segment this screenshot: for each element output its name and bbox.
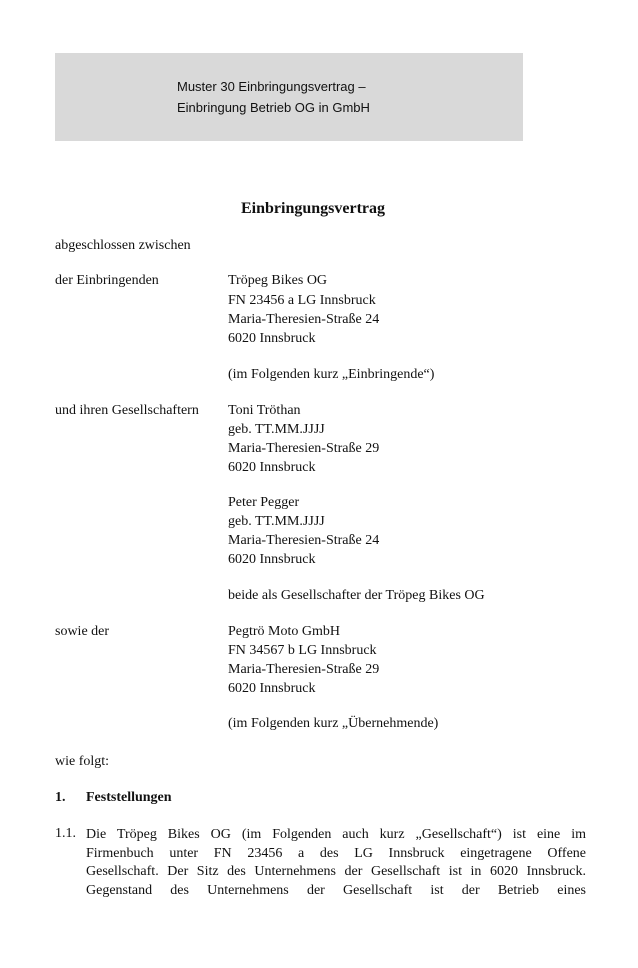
party-line: FN 34567 b LG Innsbruck [228,643,377,658]
section-title: Feststellungen [86,790,172,805]
party-note: (im Folgenden kurz „Übernehmende) [228,716,439,731]
party-line: Maria-Theresien-Straße 24 [228,533,380,548]
party-note: beide als Gesellschafter der Tröpeg Bikes OG [228,588,485,603]
party-line: FN 23456 a LG Innsbruck [228,293,376,308]
paragraph-line: Gesellschaft. Der Sitz des Unternehmens der Gesellschaft ist in 6020 Innsbruck. [86,864,586,879]
party-line: 6020 Innsbruck [228,460,316,475]
paragraph-body [86,826,586,900]
party-label-einbringende: der Einbringenden [55,273,159,288]
paragraph-number: 1.1. [55,826,76,841]
party-label-uebernehmende: sowie der [55,624,110,639]
paragraph-line: Firmenbuch unter FN 23456 a des LG Innsbruck eingetragene Offene [86,845,586,861]
outro-text: wie folgt: [55,754,110,769]
party-label-gesellschafter: und ihren Gesellschaftern [55,403,199,418]
intro-text: abgeschlossen zwischen [55,238,191,253]
party-line: geb. TT.MM.JJJJ [228,514,325,529]
party-line: Tröpeg Bikes OG [228,273,328,288]
party-line: Peter Pegger [228,495,300,510]
document-title: Einbringungsvertrag [241,200,386,217]
party-line: 6020 Innsbruck [228,681,316,696]
section-number: 1. [55,790,66,805]
party-line: Maria-Theresien-Straße 29 [228,441,380,456]
party-line: 6020 Innsbruck [228,331,316,346]
party-line: geb. TT.MM.JJJJ [228,422,325,437]
header-box [55,53,523,141]
party-note: (im Folgenden kurz „Einbringende“) [228,367,435,382]
party-line: 6020 Innsbruck [228,552,316,567]
header-line-2: Einbringung Betrieb OG in GmbH [177,100,370,115]
paragraph-line: Gegenstand des Unternehmens der Gesellschaft ist der Betrieb eines [86,882,586,898]
party-line: Pegtrö Moto GmbH [228,624,340,639]
header-line-1: Muster 30 Einbringungsvertrag – [177,79,366,94]
party-line: Maria-Theresien-Straße 29 [228,662,380,677]
party-line: Maria-Theresien-Straße 24 [228,312,380,327]
paragraph-line: Die Tröpeg Bikes OG (im Folgenden auch kurz „Gesellschaft“) ist eine im [86,827,586,842]
party-line: Toni Tröthan [228,403,301,418]
